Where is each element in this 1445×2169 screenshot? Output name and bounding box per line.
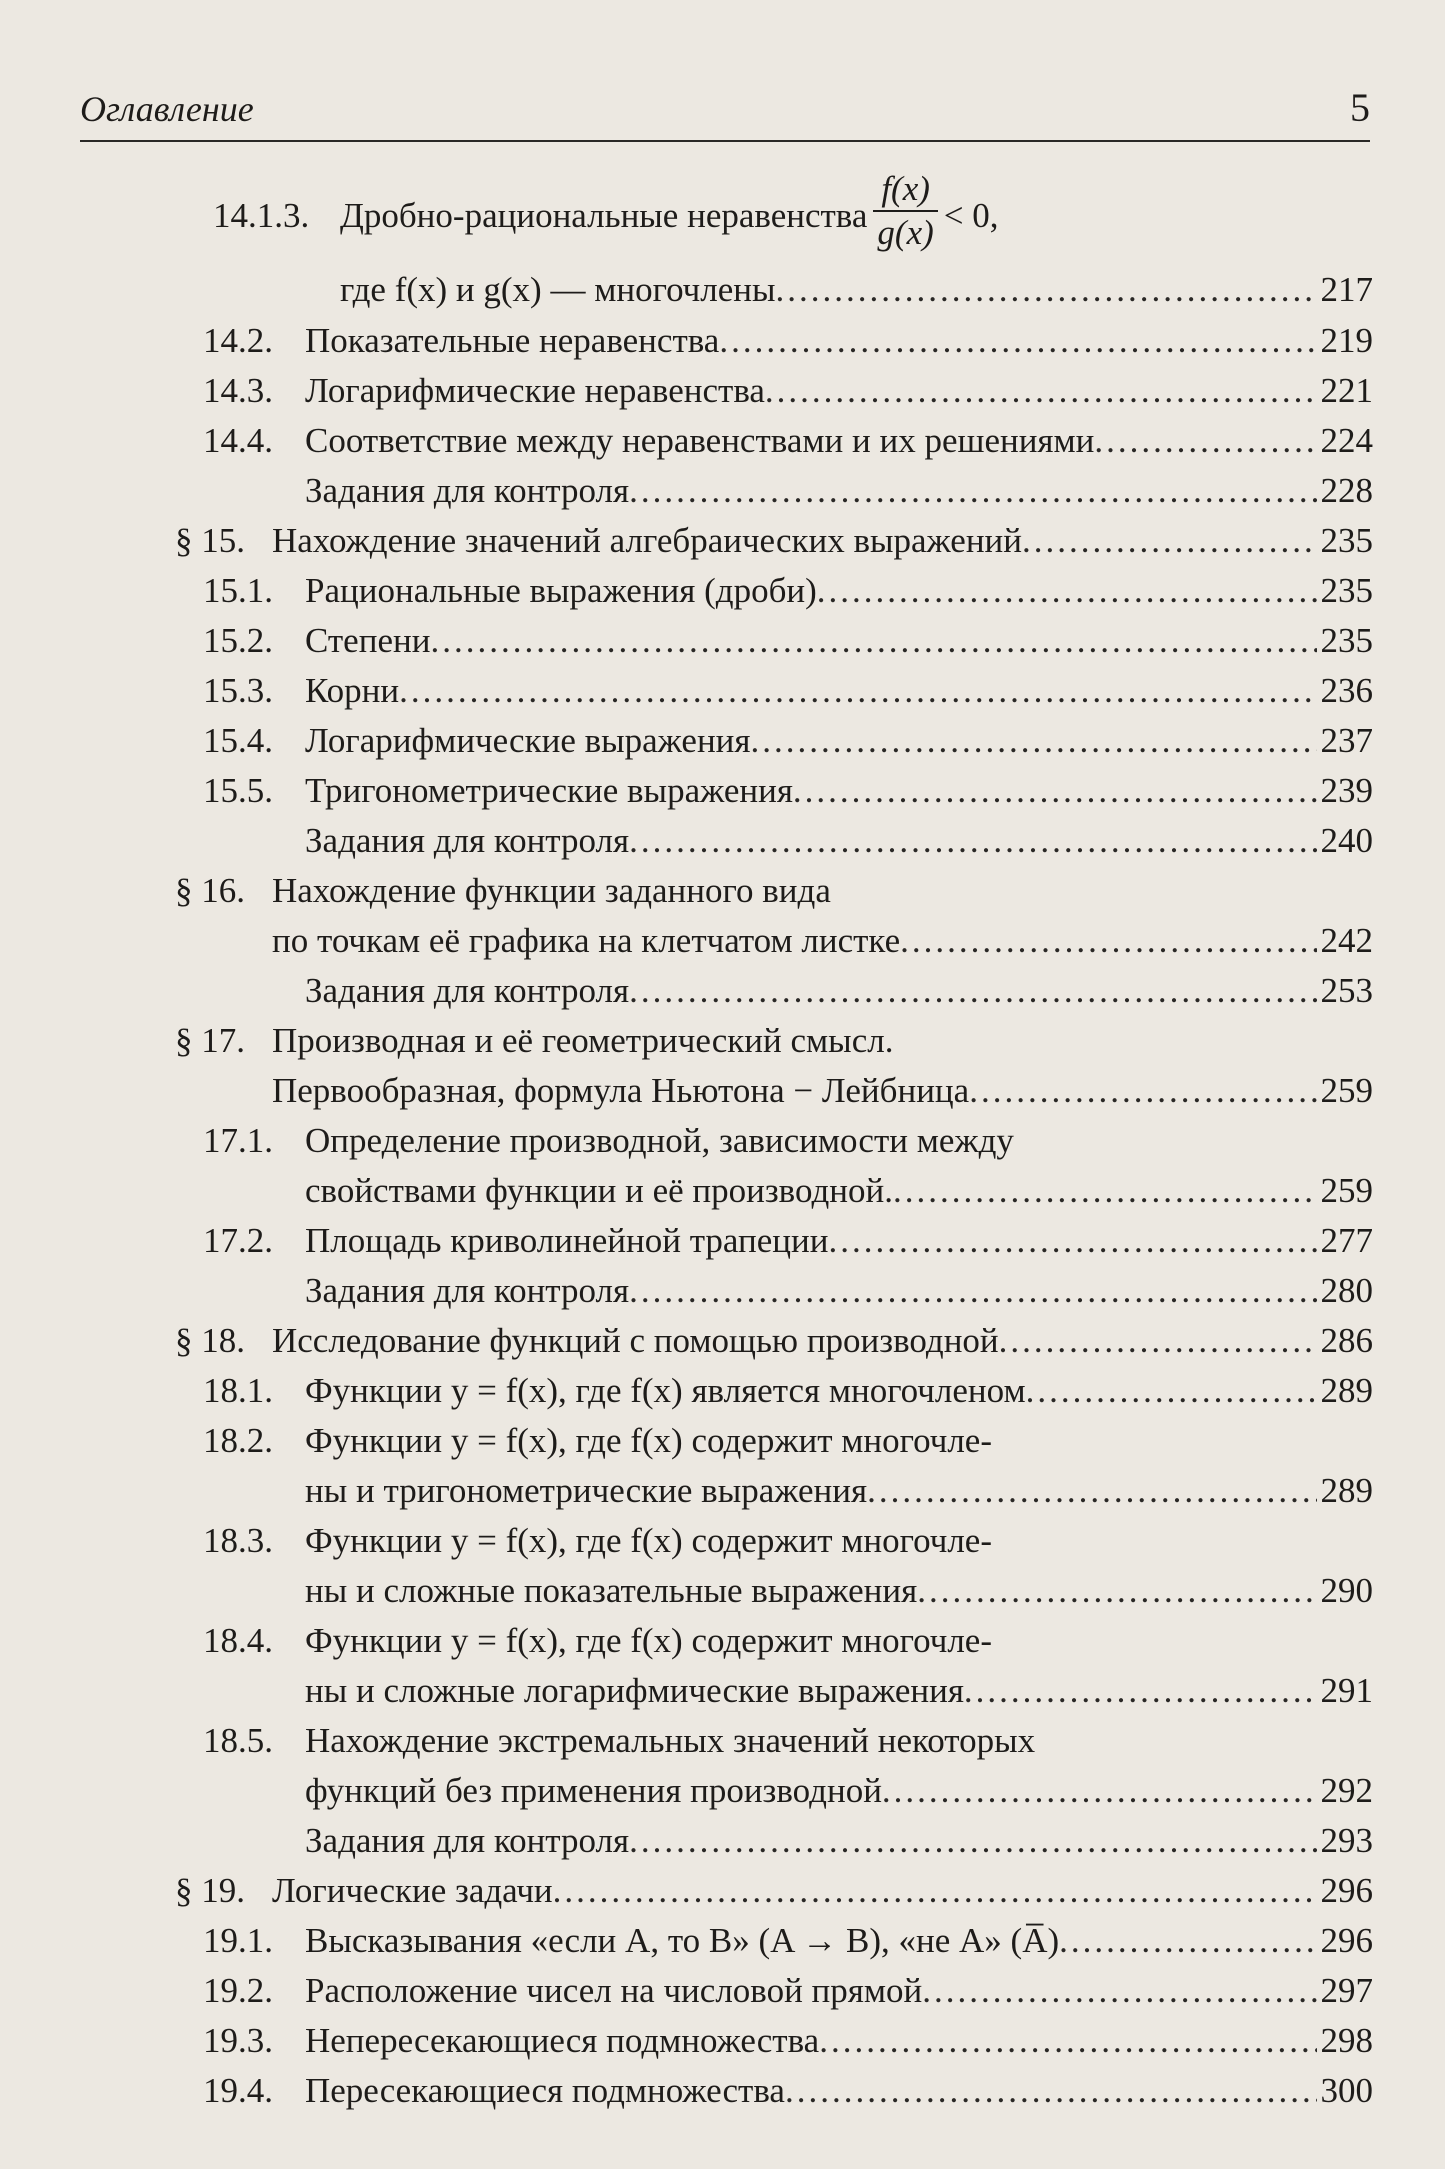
toc-entry-page: 236 — [1320, 671, 1373, 710]
toc-entry-title: Соответствие между неравенствами и их решениями — [305, 421, 1095, 460]
toc-entry-page: 289 — [1320, 1471, 1373, 1510]
toc-entry-title: Высказывания «если A, то B» (A → B), «не A» (A̅) — [305, 1921, 1060, 1960]
toc-entry-title: Задания для контроля — [305, 1271, 630, 1310]
toc-entry — [0, 1366, 1445, 1416]
toc-entry-page: 290 — [1320, 1571, 1373, 1610]
toc-entry-page: 217 — [1320, 270, 1373, 309]
toc-entry-page: 253 — [1320, 971, 1373, 1010]
toc-entry — [0, 666, 1445, 716]
toc-entry-number: § 18. — [175, 1321, 245, 1360]
toc-entry-number: 18.1. — [203, 1371, 273, 1410]
toc-entry-page — [1369, 1616, 1373, 1666]
toc-entry — [0, 466, 1445, 516]
toc-entry — [0, 1766, 1445, 1816]
fraction-denominator: g(x) — [877, 213, 934, 252]
toc-entry-title: ны и сложные показательные выражения — [305, 1571, 918, 1610]
toc-entry-number: 14.4. — [203, 421, 273, 460]
toc-entry — [0, 1066, 1445, 1116]
toc-entry-title: Дробно-рациональные неравенства — [340, 196, 868, 235]
toc-entry-title: Функции y = f(x), где f(x) является многочленом — [305, 1371, 1026, 1410]
toc-entry-text — [305, 2016, 1373, 2066]
running-head — [80, 78, 1370, 142]
toc-entry-page: 293 — [1320, 1821, 1373, 1860]
toc-entry-page: 296 — [1320, 1921, 1373, 1960]
toc-entry-page: 259 — [1320, 1171, 1373, 1210]
toc-entry-number: 19.3. — [203, 2021, 273, 2060]
toc-entry-number: § 19. — [175, 1871, 245, 1910]
toc-entry-text — [305, 416, 1373, 466]
toc-entry — [0, 1816, 1445, 1866]
leader-dots — [1026, 1366, 1317, 1416]
toc-entry — [0, 816, 1445, 866]
toc-entry-title: Показательные неравенства — [305, 321, 720, 360]
leader-dots — [893, 1166, 1317, 1216]
toc-entry-page: 219 — [1320, 321, 1373, 360]
toc-entry-text — [272, 916, 1373, 966]
toc-entry-number: 15.5. — [203, 771, 273, 810]
toc-entry-title: Корни — [305, 671, 400, 710]
toc-entry-page: 237 — [1320, 721, 1373, 760]
toc-entry-text — [272, 516, 1373, 566]
leader-dots — [751, 716, 1317, 766]
toc-entry-page — [1369, 1516, 1373, 1566]
toc-entry-title: Степени — [305, 621, 431, 660]
toc-entry — [0, 1966, 1445, 2016]
toc-entry — [0, 1416, 1445, 1466]
toc-entry-page: 240 — [1320, 821, 1373, 860]
toc-entry-title: Пересекающиеся подмножества — [305, 2071, 785, 2110]
toc-entry-text — [305, 1166, 1373, 1216]
toc-entry-number: § 17. — [175, 1021, 245, 1060]
leader-dots — [817, 566, 1317, 616]
leader-dots — [399, 666, 1316, 716]
toc-entry — [0, 866, 1445, 916]
toc-entry-text — [305, 966, 1373, 1016]
toc-entry-title: Нахождение значений алгебраических выражений — [272, 521, 1023, 560]
running-title: Оглавление — [80, 89, 254, 129]
toc-entry-text — [340, 265, 1373, 315]
toc-entry-page: 221 — [1320, 371, 1373, 410]
toc-entry — [0, 1916, 1445, 1966]
fraction-numerator: f(x) — [873, 168, 937, 212]
toc-entry-text — [305, 2066, 1373, 2116]
toc-entry — [0, 516, 1445, 566]
toc-entry — [0, 316, 1445, 366]
toc-entry-text — [305, 1116, 1373, 1166]
toc-entry-number: 15.2. — [203, 621, 273, 660]
toc-entry — [0, 1866, 1445, 1916]
toc-entry-title: Непересекающиеся подмножества — [305, 2021, 820, 2060]
toc-entry-title: Исследование функций с помощью производной — [272, 1321, 999, 1360]
toc-entry-title: Расположение чисел на числовой прямой — [305, 1971, 923, 2010]
page-number: 5 — [1350, 85, 1370, 130]
toc-entry-number: 15.4. — [203, 721, 273, 760]
toc-entry-title: функций без применения производной — [305, 1771, 882, 1810]
toc-entry-title: Нахождение функции заданного вида — [272, 871, 831, 910]
leader-dots — [999, 1316, 1317, 1366]
toc-entry-title: Тригонометрические выражения — [305, 771, 793, 810]
toc-entry-page: 242 — [1320, 921, 1373, 960]
toc-entry-title: Задания для контроля — [305, 1821, 630, 1860]
toc-entry-page: 228 — [1320, 471, 1373, 510]
toc-entry-page: 289 — [1320, 1371, 1373, 1410]
toc-entry-text — [272, 1316, 1373, 1366]
toc-entry-title: Задания для контроля — [305, 821, 630, 860]
toc-entry — [0, 1116, 1445, 1166]
toc-entry-number: 18.2. — [203, 1421, 273, 1460]
toc-entry-text — [305, 1416, 1373, 1466]
toc-entry-title: Первообразная, формула Ньютона − Лейбница — [272, 1071, 970, 1110]
leader-dots — [629, 966, 1316, 1016]
toc-entry-number: 18.3. — [203, 1521, 273, 1560]
toc-entry-page: 291 — [1320, 1671, 1373, 1710]
toc-entry — [0, 966, 1445, 1016]
toc-entry-title: Площадь криволинейной трапеции — [305, 1221, 829, 1260]
toc-entry — [0, 265, 1445, 315]
toc-entry-text — [305, 1616, 1373, 1666]
toc-entry-page — [1369, 1716, 1373, 1766]
toc-entry-title: ны и тригонометрические выражения — [305, 1471, 868, 1510]
toc-entry-text — [305, 1716, 1373, 1766]
toc-entry-page: 286 — [1320, 1321, 1373, 1360]
toc-entry-page — [1369, 1116, 1373, 1166]
toc-entry-text — [272, 866, 1373, 916]
leader-dots — [900, 916, 1316, 966]
toc-entry-title: Функции y = f(x), где f(x) содержит многочле- — [305, 1421, 992, 1460]
toc-entry-text — [305, 1766, 1373, 1816]
toc-entry-text — [272, 1866, 1373, 1916]
toc-entry — [0, 1166, 1445, 1216]
toc-entry — [0, 366, 1445, 416]
toc-entry-text — [305, 566, 1373, 616]
toc-entry-text — [305, 766, 1373, 816]
toc-entry — [0, 1466, 1445, 1516]
toc-entry-text — [305, 1366, 1373, 1416]
toc-entry-number: § 16. — [175, 871, 245, 910]
toc-entry-text — [305, 316, 1373, 366]
toc-entry — [0, 168, 1445, 264]
toc-entry-text — [305, 666, 1373, 716]
leader-dots — [719, 316, 1316, 366]
toc-entry-text — [305, 716, 1373, 766]
toc-entry-title: Задания для контроля — [305, 471, 630, 510]
toc-entry — [0, 1566, 1445, 1616]
toc-entry — [0, 1716, 1445, 1766]
leader-dots — [765, 366, 1317, 416]
toc-entry — [0, 1516, 1445, 1566]
toc-entry-number: § 15. — [175, 521, 245, 560]
toc-entry-page: 235 — [1320, 571, 1373, 610]
toc-entry-title: Производная и её геометрический смысл. — [272, 1021, 894, 1060]
leader-dots — [819, 2016, 1316, 2066]
toc-entry-title: Функции y = f(x), где f(x) содержит многочле- — [305, 1621, 992, 1660]
toc-entry — [0, 1016, 1445, 1066]
leader-dots — [776, 265, 1317, 315]
toc-entry-page: 277 — [1320, 1221, 1373, 1260]
toc-entry — [0, 716, 1445, 766]
toc-entry-number: 17.1. — [203, 1121, 273, 1160]
toc-entry — [0, 1316, 1445, 1366]
leader-dots — [917, 1566, 1316, 1616]
leader-dots — [882, 1766, 1317, 1816]
toc-entry-page: 235 — [1320, 521, 1373, 560]
toc-entry-number: 19.4. — [203, 2071, 273, 2110]
toc-entry-page: 298 — [1320, 2021, 1373, 2060]
fraction — [873, 168, 937, 264]
leader-dots — [430, 616, 1316, 666]
toc-entry — [0, 566, 1445, 616]
toc-entry-page: 297 — [1320, 1971, 1373, 2010]
toc-entry-number: 19.2. — [203, 1971, 273, 2010]
toc-entry-page: 259 — [1320, 1071, 1373, 1110]
toc-entry-page — [1369, 1016, 1373, 1066]
toc-entry-text — [305, 366, 1373, 416]
toc-entry-number: 18.5. — [203, 1721, 273, 1760]
toc-entry-text — [305, 466, 1373, 516]
inequality-suffix: < 0, — [943, 196, 999, 235]
toc-entry — [0, 766, 1445, 816]
toc-entry-number: 14.2. — [203, 321, 273, 360]
toc-entry-text — [305, 1516, 1373, 1566]
leader-dots — [1059, 1916, 1316, 1966]
toc-entry-text — [305, 1566, 1373, 1616]
toc-entry — [0, 416, 1445, 466]
toc-entry-page: 239 — [1320, 771, 1373, 810]
toc-entry-title: Логарифмические неравенства — [305, 371, 765, 410]
toc-entry — [0, 1616, 1445, 1666]
toc-entry — [0, 2016, 1445, 2066]
toc-entry-text — [305, 1966, 1373, 2016]
leader-dots — [867, 1466, 1316, 1516]
toc-entry-title: свойствами функции и её производной. — [305, 1171, 893, 1210]
toc-entry-text — [272, 1066, 1373, 1116]
toc-entry-title: где f(x) и g(x) — многочлены — [340, 270, 776, 309]
toc-entry-page: 224 — [1320, 421, 1373, 460]
toc-entry-title: Определение производной, зависимости между — [305, 1121, 1014, 1160]
toc-entry-number: 15.1. — [203, 571, 273, 610]
toc-entry-title: Логические задачи — [272, 1871, 553, 1910]
toc-entry-number: 14.1.3. — [213, 196, 310, 235]
leader-dots — [629, 1266, 1316, 1316]
toc-entry-title: Задания для контроля — [305, 971, 630, 1010]
toc-entry — [0, 2066, 1445, 2116]
toc-entry-title: по точкам её графика на клетчатом листке — [272, 921, 901, 960]
toc-entry-title: Нахождение экстремальных значений некоторых — [305, 1721, 1036, 1760]
toc-entry — [0, 1266, 1445, 1316]
toc-entry-page: 292 — [1320, 1771, 1373, 1810]
toc-entry-page: 280 — [1320, 1271, 1373, 1310]
leader-dots — [1022, 516, 1316, 566]
toc-entry-text — [305, 1466, 1373, 1516]
toc-entry-number: 14.3. — [203, 371, 273, 410]
toc-entry-text — [272, 1016, 1373, 1066]
toc-entry-page — [1369, 866, 1373, 916]
leader-dots — [553, 1866, 1317, 1916]
toc-entry-text — [305, 1266, 1373, 1316]
leader-dots — [1094, 416, 1316, 466]
toc-entry — [0, 1666, 1445, 1716]
leader-dots — [629, 466, 1316, 516]
leader-dots — [964, 1666, 1317, 1716]
toc-entry-number: 18.4. — [203, 1621, 273, 1660]
toc-entry — [0, 616, 1445, 666]
toc-entry-number: 15.3. — [203, 671, 273, 710]
toc-entry-text — [305, 1816, 1373, 1866]
toc-entry-text — [305, 1666, 1373, 1716]
toc-entry-text — [340, 168, 999, 264]
toc-entry-text — [305, 1916, 1373, 1966]
leader-dots — [629, 1816, 1316, 1866]
leader-dots — [793, 766, 1317, 816]
toc-entry-title: Логарифмические выражения — [305, 721, 751, 760]
leader-dots — [969, 1066, 1316, 1116]
toc-entry-title: Функции y = f(x), где f(x) содержит многочле- — [305, 1521, 992, 1560]
leader-dots — [922, 1966, 1316, 2016]
leader-dots — [629, 816, 1316, 866]
leader-dots — [785, 2066, 1317, 2116]
toc-entry — [0, 1216, 1445, 1266]
toc-entry-page: 296 — [1320, 1871, 1373, 1910]
toc-entry-title: Рациональные выражения (дроби) — [305, 571, 817, 610]
toc-entry — [0, 916, 1445, 966]
toc-entry-text — [305, 816, 1373, 866]
toc-entry-number: 19.1. — [203, 1921, 273, 1960]
leader-dots — [828, 1216, 1316, 1266]
toc-entry-page — [1369, 1416, 1373, 1466]
toc-entry-title: ны и сложные логарифмические выражения — [305, 1671, 964, 1710]
toc-entry-page: 235 — [1320, 621, 1373, 660]
toc-entry-text — [305, 616, 1373, 666]
toc-entry-text — [305, 1216, 1373, 1266]
toc-entry-number: 17.2. — [203, 1221, 273, 1260]
toc-entry-page: 300 — [1320, 2071, 1373, 2110]
